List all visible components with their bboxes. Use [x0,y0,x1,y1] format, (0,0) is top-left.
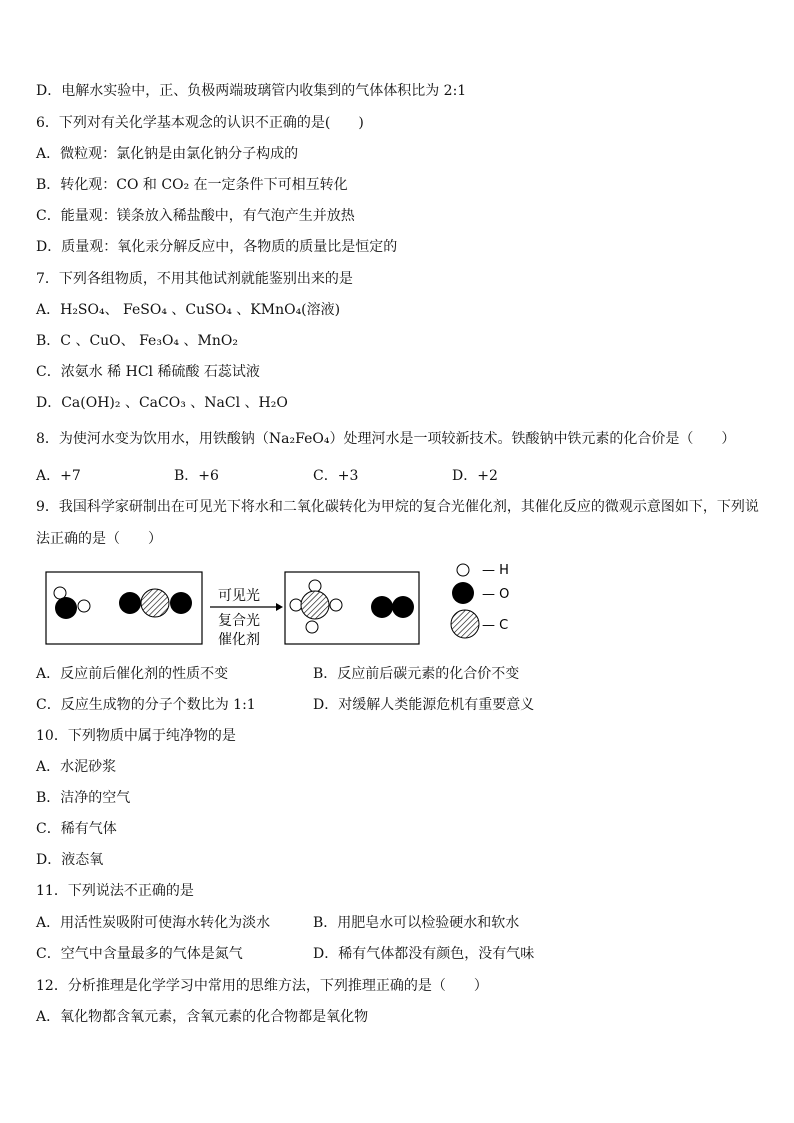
q6-option-c: C．能量观：镁条放入稀盐酸中，有气泡产生并放热 [36,208,355,224]
c-atom [301,591,329,619]
o-atom [119,592,141,614]
q6-option-b: B．转化观：CO 和 CO₂ 在一定条件下可相互转化 [36,177,348,193]
q10-option-a: A．水泥砂浆 [36,759,117,775]
question-12: 12．分析推理是化学学习中常用的思维方法，下列推理正确的是（ ） [36,978,488,994]
q7-option-b: B．C 、CuO、 Fe₃O₄ 、MnO₂ [36,333,238,349]
q8-option-d: D．+2 [452,468,498,484]
q8-option-b: B．+6 [174,468,219,484]
legend-c-label: — C [482,618,509,633]
question-6: 6．下列对有关化学基本观念的认识不正确的是( ) [36,115,364,131]
q12-option-a: A．氧化物都含氧元素，含氧元素的化合物都是氧化物 [36,1009,369,1025]
arrow-label-bottom-1: 复合光 [218,613,260,629]
line-prev-option-d: D．电解水实验中，正、负极两端玻璃管内收集到的气体体积比为 2:1 [36,83,467,99]
o-atom [170,592,192,614]
o-atom [371,596,393,618]
q7-option-d: D．Ca(OH)₂ 、CaCO₃ 、NaCl 、H₂O [36,395,288,411]
q11-option-c: C．空气中含量最多的气体是氮气 [36,946,243,962]
h-atom [290,599,302,611]
q8-option-a: A．+7 [36,468,81,484]
q6-option-d: D．质量观：氧化汞分解反应中，各物质的质量比是恒定的 [36,239,398,255]
legend-h-atom [457,564,469,576]
question-9: 9．我国科学家研制出在可见光下将水和二氧化碳转化为甲烷的复合光催化剂，其催化反应的微观示意图如下，下列说 [36,499,759,515]
arrow-label-top: 可见光 [218,588,260,604]
legend-c-atom [451,610,479,638]
q11-option-d: D．稀有气体都没有颜色，没有气味 [313,946,535,962]
q7-option-a: A．H₂SO₄、 FeSO₄ 、CuSO₄ 、KMnO₄(溶液) [36,302,341,318]
question-9-continued: 法正确的是（ ） [36,531,162,547]
q6-option-a: A．微粒观：氯化钠是由氯化钠分子构成的 [36,146,299,162]
q10-option-b: B．洁净的空气 [36,790,131,806]
c-atom [141,589,169,617]
q9-option-d: D．对缓解人类能源危机有重要意义 [313,697,535,713]
q11-option-b: B．用肥皂水可以检验硬水和软水 [313,915,520,931]
h-atom [78,600,90,612]
question-8: 8．为使河水变为饮用水，用铁酸钠（Na₂FeO₄）处理河水是一项较新技术。铁酸钠中铁元素的化合价是（ ） [36,431,736,447]
legend-h-label: — H [482,563,509,578]
h-atom [306,621,318,633]
q11-option-a: A．用活性炭吸附可使海水转化为淡水 [36,915,271,931]
o-atom [392,596,414,618]
q7-option-c: C．浓氨水 稀 HCl 稀硫酸 石蕊试液 [36,364,260,380]
h-atom [330,599,342,611]
q9-option-c: C．反应生成物的分子个数比为 1:1 [36,697,256,713]
q10-option-c: C．稀有气体 [36,821,117,837]
legend-o-atom [452,582,474,604]
reaction-diagram [40,560,540,660]
arrow-label-bottom-2: 催化剂 [218,632,260,648]
question-11: 11．下列说法不正确的是 [36,883,194,899]
legend-o-label: — O [482,587,510,602]
q9-option-a: A．反应前后催化剂的性质不变 [36,666,229,682]
o-atom [55,597,77,619]
q9-option-b: B．反应前后碳元素的化合价不变 [313,666,520,682]
h-atom [309,580,321,592]
q10-option-d: D．液态氧 [36,852,104,868]
question-7: 7．下列各组物质，不用其他试剂就能鉴别出来的是 [36,271,353,287]
question-10: 10．下列物质中属于纯净物的是 [36,728,236,744]
q8-option-c: C．+3 [313,468,359,484]
